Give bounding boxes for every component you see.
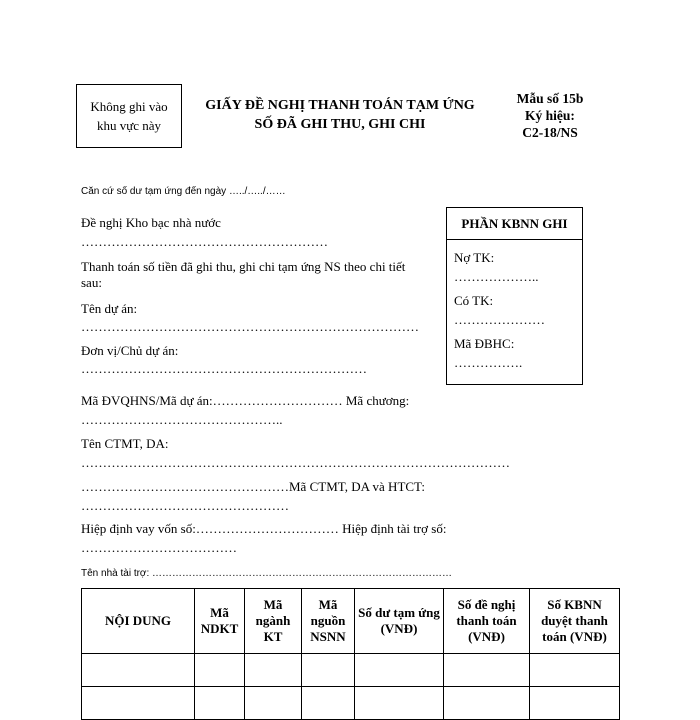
header-content: NỘI DUNG — [82, 589, 195, 654]
agreement-dots: ……………………………… — [81, 540, 237, 555]
treasury-section-header: PHẦN KBNN GHI — [447, 208, 582, 240]
symbol-label: Ký hiệu: — [525, 108, 575, 123]
credit-account-dots: ………………… — [454, 312, 545, 327]
table-cell[interactable] — [82, 654, 195, 687]
table-cell[interactable] — [245, 654, 302, 687]
table-cell[interactable] — [302, 654, 355, 687]
table-header-row — [82, 589, 620, 654]
no-write-area-box — [76, 84, 182, 148]
title-line-1: GIẤY ĐỀ NGHỊ THANH TOÁN TẠM ỨNG — [205, 98, 475, 113]
header-approved-amount: Số KBNN duyệt thanh toán (VNĐ) — [530, 589, 620, 654]
table-cell[interactable] — [245, 687, 302, 720]
agreement-line: Hiệp định vay vốn số:…………………………… Hiệp định tài trợ số: — [81, 521, 447, 536]
table-cell[interactable] — [530, 687, 620, 720]
treasury-request-label: Đề nghị Kho bạc nhà nước — [81, 215, 221, 230]
table-cell[interactable] — [302, 687, 355, 720]
table-row — [82, 654, 620, 687]
symbol-value: C2-18/NS — [522, 125, 578, 140]
unit-owner-label: Đơn vị/Chủ dự án: — [81, 343, 179, 358]
project-name-label: Tên dự án: — [81, 301, 138, 316]
unit-owner-dots: ………………………………………………………… — [81, 361, 367, 376]
form-number: Mẫu số 15b — [516, 91, 584, 106]
header-expense-code: Mã NDKT — [195, 589, 245, 654]
project-name-dots: …………………………………………………………………… — [81, 319, 419, 334]
table-row — [82, 687, 620, 720]
chapter-code-dots: ……………………………………….. — [81, 412, 283, 427]
header-requested-amount: Số đề nghị thanh toán (VNĐ) — [444, 589, 530, 654]
no-write-line-1: Không ghi vào — [90, 99, 168, 114]
program-name-dots: ……………………………………………………………………………………… — [81, 455, 510, 470]
title-line-2: SỐ ĐÃ GHI THU, GHI CHI — [254, 117, 426, 132]
balance-date-line: Căn cứ số dư tạm ứng đến ngày …../…../…… — [81, 186, 286, 197]
header-budget-source-code: Mã nguồn NSNN — [302, 589, 355, 654]
debit-account-label: Nợ TK: — [454, 250, 495, 265]
table-cell[interactable] — [444, 654, 530, 687]
table-cell[interactable] — [195, 654, 245, 687]
form-code — [505, 90, 595, 141]
table-cell[interactable] — [530, 654, 620, 687]
header-economic-sector-code: Mã ngành KT — [245, 589, 302, 654]
payment-description-line-1: Thanh toán số tiền đã ghi thu, ghi chi tạm ứng NS theo chi tiết — [81, 259, 406, 274]
header-advance-balance: Số dư tạm ứng (VNĐ) — [355, 589, 444, 654]
debit-account-dots: ……………….. — [454, 269, 539, 284]
document-title — [190, 96, 490, 134]
program-name-label: Tên CTMT, DA: — [81, 436, 169, 451]
table-cell[interactable] — [82, 687, 195, 720]
treasury-request-dots: ………………………………………………… — [81, 234, 328, 249]
donor-name-line: Tên nhà tài trợ: ……………………………………………………………………………… — [81, 568, 453, 579]
treasury-section-box — [446, 207, 583, 385]
program-code-dots: ………………………………………… — [81, 498, 289, 513]
payment-detail-table — [81, 588, 620, 720]
table-cell[interactable] — [355, 654, 444, 687]
no-write-line-2: khu vực này — [96, 118, 162, 133]
credit-account-label: Có TK: — [454, 293, 494, 308]
admin-unit-code-dots: ……………. — [454, 355, 523, 370]
payment-description-line-2: sau: — [81, 275, 102, 290]
program-code-line: …………………………………………Mã CTMT, DA và HTCT: — [81, 479, 425, 494]
budget-unit-code-line: Mã ĐVQHNS/Mã dự án:………………………… Mã chương: — [81, 393, 410, 408]
table-cell[interactable] — [195, 687, 245, 720]
table-cell[interactable] — [355, 687, 444, 720]
table-cell[interactable] — [444, 687, 530, 720]
admin-unit-code-label: Mã ĐBHC: — [454, 336, 515, 351]
